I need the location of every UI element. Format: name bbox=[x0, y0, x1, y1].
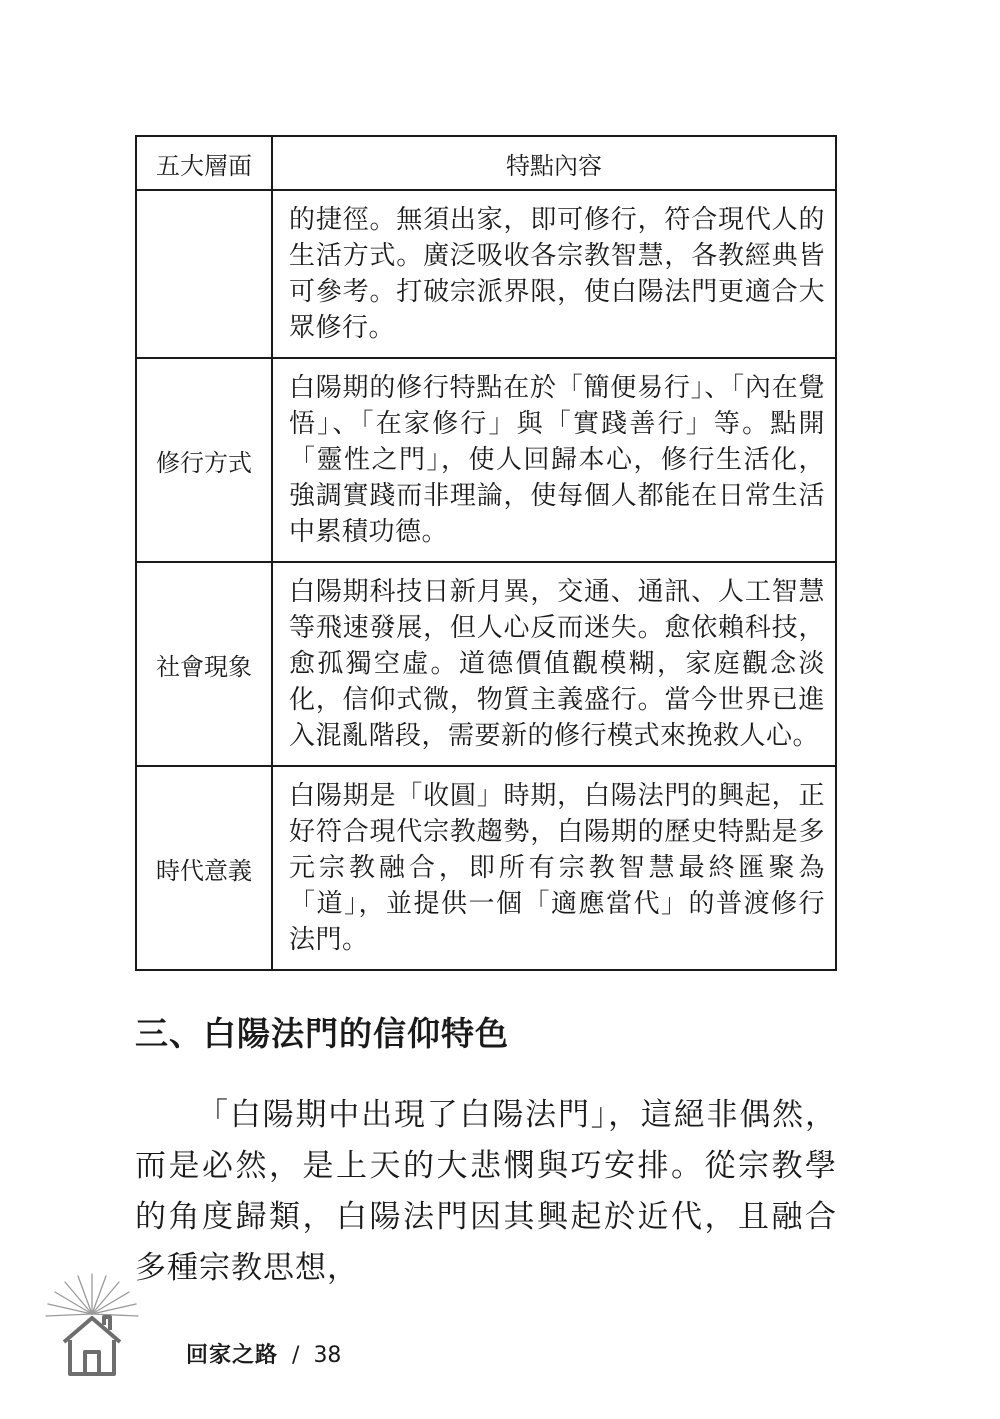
book-title: 回家之路 bbox=[186, 1343, 279, 1368]
table-cell-aspect: 修行方式 bbox=[136, 358, 272, 562]
table-cell-content: 白陽期的修行特點在於「簡便易行」、「內在覺悟」、「在家修行」與「實踐善行」等。點開「靈性之門」，使人回歸本心，修行生活化，強調實踐而非理論，使每個人都能在日常生活中累積功德。 bbox=[272, 358, 836, 562]
table-header-aspect: 五大層面 bbox=[136, 136, 272, 190]
table-cell-content: 的捷徑。無須出家，即可修行，符合現代人的生活方式。廣泛吸收各宗教智慧，各教經典皆可參考。打破宗派界限，使白陽法門更適合大眾修行。 bbox=[272, 190, 836, 358]
table-cell-content: 白陽期是「收圓」時期，白陽法門的興起，正好符合現代宗教趨勢，白陽期的歷史特點是多元宗教融合，即所有宗教智慧最終匯聚為「道」，並提供一個「適應當代」的普渡修行法門。 bbox=[272, 766, 836, 970]
table-row bbox=[136, 562, 836, 766]
section-heading: 三、白陽法門的信仰特色 bbox=[135, 1014, 509, 1053]
table-row bbox=[136, 358, 836, 562]
footer-separator: / bbox=[292, 1343, 300, 1368]
feature-table bbox=[135, 135, 837, 971]
table-cell-aspect bbox=[136, 190, 272, 358]
house-sunburst-icon bbox=[30, 1270, 160, 1390]
body-paragraph: 「白陽期中出現了白陽法門」，這絕非偶然，而是必然，是上天的大悲憫與巧安排。從宗教學的角度歸類，白陽法門因其興起於近代，且融合多種宗教思想， bbox=[135, 1097, 837, 1286]
table-cell-content: 白陽期科技日新月異，交通、通訊、人工智慧等飛速發展，但人心反而迷失。愈依賴科技，愈孤獨空虛。道德價值觀模糊，家庭觀念淡化，信仰式微，物質主義盛行。當今世界已進入混亂階段，需要新的修行模式來挽救人心。 bbox=[272, 562, 836, 766]
table-row bbox=[136, 190, 836, 358]
page-number: 38 bbox=[313, 1343, 342, 1368]
table-header-row bbox=[136, 136, 836, 190]
table-header-content: 特點內容 bbox=[272, 136, 836, 190]
running-footer bbox=[186, 1338, 341, 1369]
table-cell-aspect: 時代意義 bbox=[136, 766, 272, 970]
table-cell-aspect: 社會現象 bbox=[136, 562, 272, 766]
table-row bbox=[136, 766, 836, 970]
